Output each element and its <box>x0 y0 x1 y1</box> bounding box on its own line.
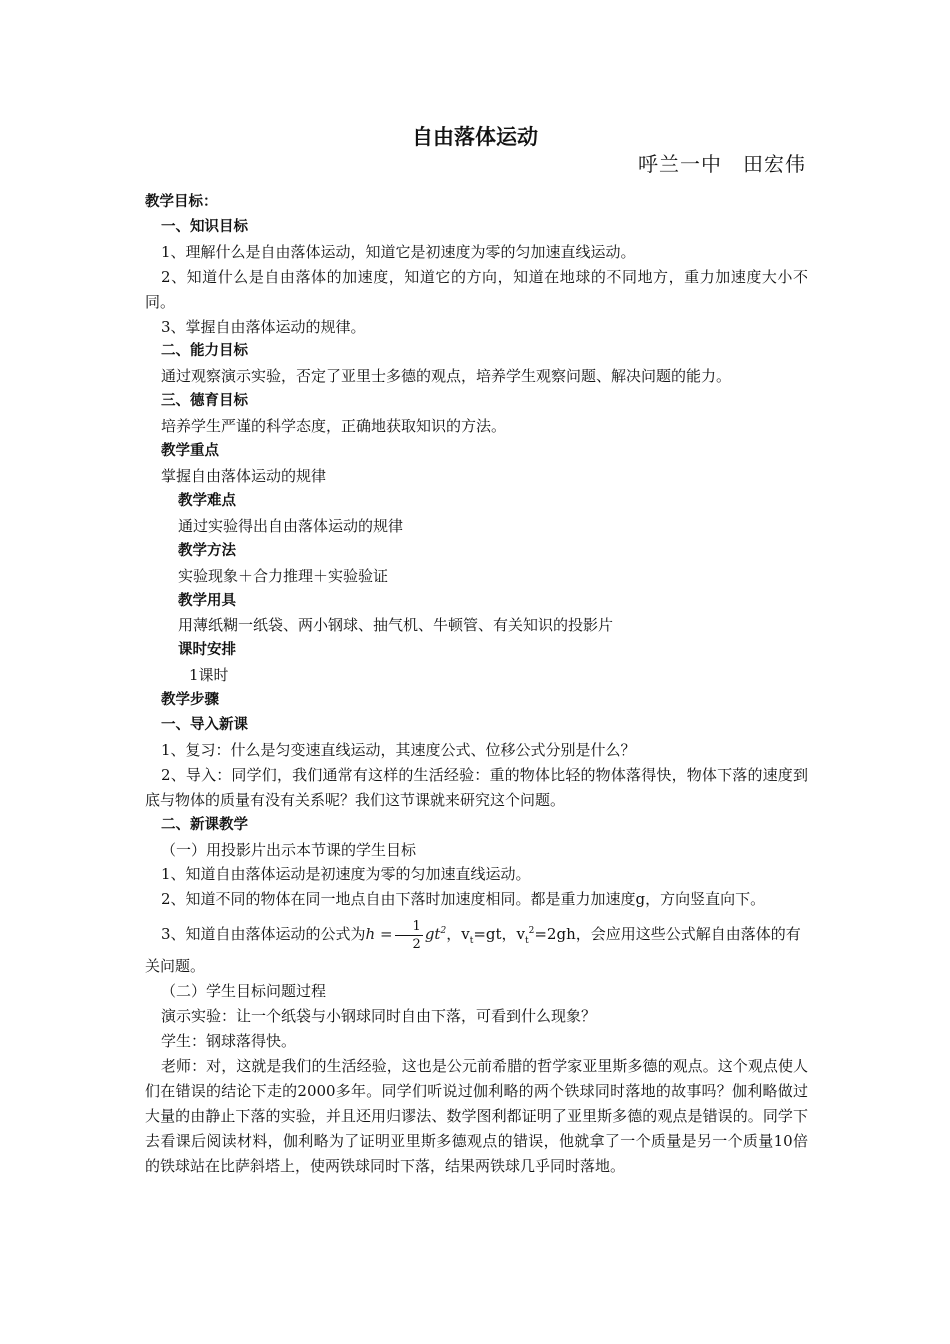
key-point-text: 掌握自由落体运动的规律 <box>161 466 327 485</box>
new-3-v1b: =gt，v <box>473 925 525 944</box>
new-lesson-item-1: 1、知道自由落体运动是初速度为零的匀加速直线运动。 <box>161 865 531 884</box>
ability-heading: 二、能力目标 <box>161 343 248 360</box>
new-3-suffix: =2gh，会应用这些公式解自由落体的有 <box>534 925 801 944</box>
intro-item-2: 2、导入：同学们，我们通常有这样的生活经验：重的物体比轻的物体落得快，物体下落的速度到底与物体的质量有没有关系呢？我们这节课就来研究这个问题。 <box>145 765 808 809</box>
teacher-text: 老师：对，这就是我们的生活经验，这也是公元前希腊的哲学家亚里斯多德的观点。这个观点使人们在错误的结论下走的2000多年。同学们听说过伽利略的两个铁球同时落地的故事吗？伽利略做过大量的由静止下落的实验，并且还用归谬法、数学图利都证明了亚里斯多德的观点是错误的。同学下去看课后阅读材料，伽利略为了证明亚里斯多德观点的错误，他就拿了一个质量是另一个质量10倍的铁球站在比萨斜塔上，使两铁球同时下落，结果两铁球几乎同时落地。 <box>145 1056 808 1175</box>
method-heading: 教学方法 <box>178 542 236 559</box>
demo-text: 演示实验：让一个纸袋与小钢球同时自由下落，可看到什么现象？ <box>161 1007 597 1026</box>
key-point-heading: 教学重点 <box>161 443 219 460</box>
new-lesson-subheading-2: （二）学生目标问题过程 <box>161 982 327 1001</box>
new-lesson-subheading-1: （一）用投影片出示本节课的学生目标 <box>161 840 417 859</box>
objectives-heading: 教学目标： <box>145 194 218 210</box>
method-text: 实验现象＋合力推理＋实验验证 <box>178 566 389 585</box>
new-lesson-item-3-cont: 关问题。 <box>145 957 206 976</box>
moral-text: 培养学生严谨的科学态度，正确地获取知识的方法。 <box>161 417 507 436</box>
tools-heading: 教学用具 <box>178 592 236 609</box>
ability-text: 通过观察演示实验，否定了亚里士多德的观点，培养学生观察问题、解决问题的能力。 <box>161 367 732 386</box>
new-lesson-item-2: 2、知道不同的物体在同一地点自由下落时加速度相同。都是重力加速度g，方向竖直向下。 <box>161 890 766 909</box>
difficulty-heading: 教学难点 <box>178 492 236 509</box>
moral-heading: 三、德育目标 <box>161 393 248 410</box>
new-3-v1a: ，v <box>446 925 470 944</box>
new-lesson-item-3 <box>145 914 808 954</box>
document-author: 呼兰一中 田宏伟 <box>638 152 806 176</box>
formula-fraction <box>395 918 423 953</box>
formula-h: h = <box>365 925 393 944</box>
new-3-prefix: 3、知道自由落体运动的公式为 <box>161 925 366 944</box>
tools-text: 用薄纸糊一纸袋、两小钢球、抽气机、牛顿管、有关知识的投影片 <box>178 616 614 635</box>
formula-exponent: 2 <box>440 926 447 937</box>
new-lesson-heading: 二、新课教学 <box>161 816 248 833</box>
intro-item-1: 1、复习：什么是匀变速直线运动，其速度公式、位移公式分别是什么？ <box>161 740 636 759</box>
knowledge-item-2: 2、知道什么是自由落体的加速度，知道它的方向，知道在地球的不同地方，重力加速度大小不同。 <box>145 267 808 311</box>
document-body <box>145 190 808 1178</box>
knowledge-heading: 一、知识目标 <box>161 218 248 235</box>
knowledge-item-1: 1、理解什么是自由落体运动，知道它是初速度为零的匀加速直线运动。 <box>161 242 636 261</box>
sub-t-2: t <box>525 936 529 947</box>
steps-heading: 教学步骤 <box>161 692 219 709</box>
formula-denominator: 2 <box>412 936 421 952</box>
knowledge-item-3: 3、掌握自由落体运动的规律。 <box>161 317 366 336</box>
difficulty-text: 通过实验得出自由落体运动的规律 <box>178 516 404 535</box>
formula-gt: gt <box>424 925 441 944</box>
sup-2: 2 <box>528 926 535 937</box>
schedule-text: 1课时 <box>189 666 229 685</box>
sub-t-1: t <box>469 936 474 947</box>
document-title: 自由落体运动 <box>412 125 538 149</box>
student-text: 学生：钢球落得快。 <box>161 1032 297 1050</box>
formula-numerator: 1 <box>395 918 423 936</box>
intro-heading: 一、导入新课 <box>161 717 248 734</box>
schedule-heading: 课时安排 <box>178 642 236 659</box>
